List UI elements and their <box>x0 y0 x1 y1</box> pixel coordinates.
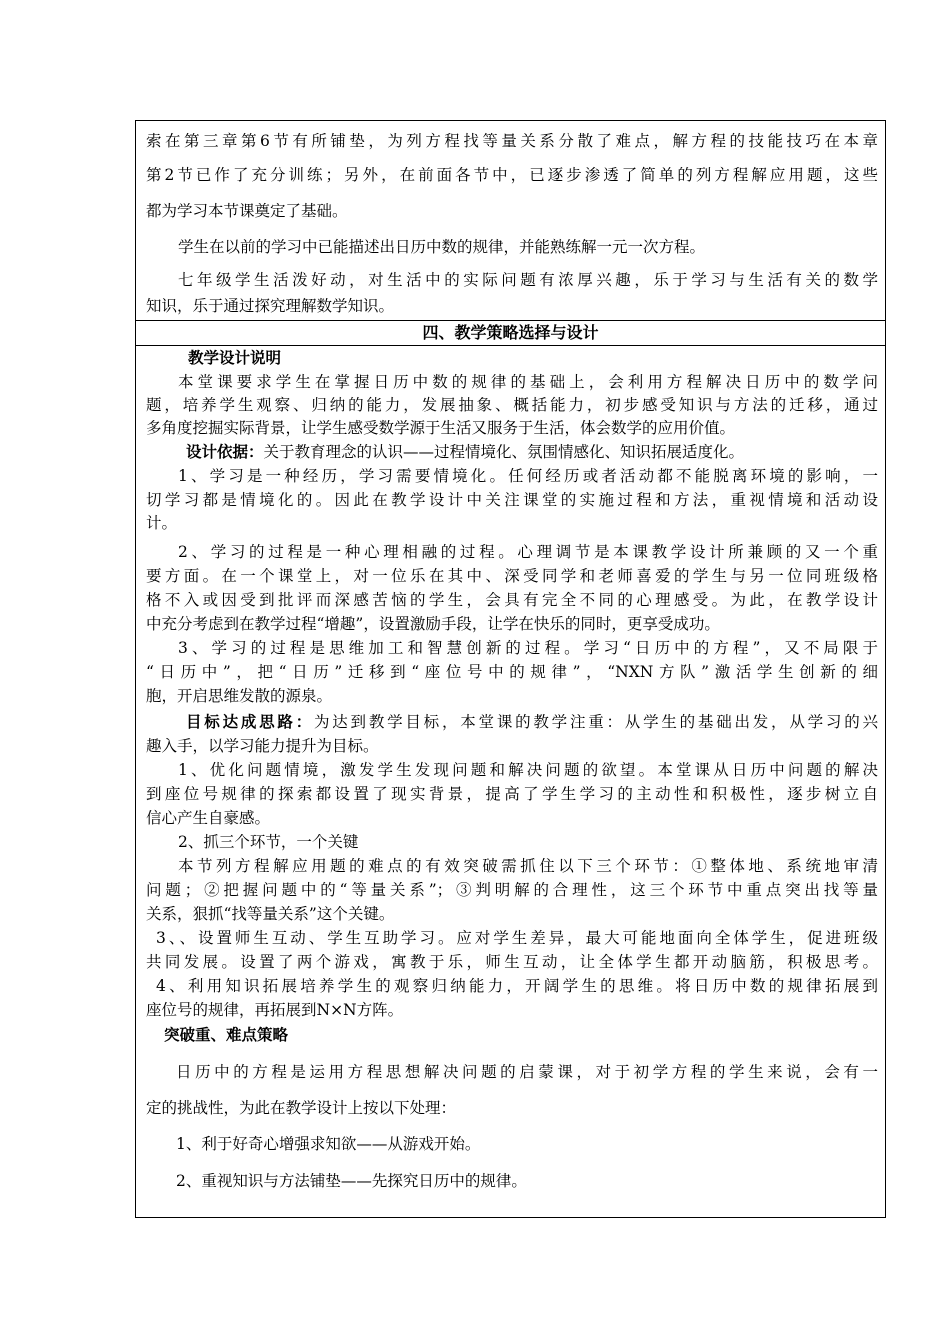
text-line: 信心产生自豪感。 <box>146 809 271 827</box>
text-line: 定的挑战性，为此在教学设计上按以下处理： <box>146 1099 457 1117</box>
text-line: 2、学习的过程是一种心理相融的过程。心理调节是本课教学设计所兼顾的又一个重 <box>178 543 878 561</box>
text-line: 七年级学生活泼好动，对生活中的实际问题有浓厚兴趣，乐于学习与生活有关的数学 <box>178 271 878 289</box>
document-table <box>135 120 886 1218</box>
text-line: 3、学习的过程是思维加工和智慧创新的过程。学习“日历中的方程”，又不局限于 <box>178 639 878 657</box>
text-line: 都为学习本节课奠定了基础。 <box>146 202 348 220</box>
text-line: “日历中”，把“日历”迁移到“座位号中的规律”，“NXN方队”激活学生创新的细 <box>146 663 878 681</box>
text-line: 计。 <box>146 514 178 532</box>
text-line <box>186 712 878 732</box>
text-line: 学生在以前的学习中已能描述出日历中数的规律，并能熟练解一元一次方程。 <box>178 238 706 256</box>
text-line: 本堂课要求学生在掌握日历中数的规律的基础上，会利用方程解决日历中的数学问 <box>178 373 878 391</box>
text-line: 1、学习是一种经历，学习需要情境化。任何经历或者活动都不能脱离环境的影响，一 <box>178 467 878 485</box>
text-line: 中充分考虑到在教学过程“增趣”，设置激励手段，让学在快乐的同时，更享受成功。 <box>146 615 720 633</box>
text-line: 日历中的方程是运用方程思想解决问题的启蒙课，对于初学方程的学生来说，会有一 <box>176 1063 878 1081</box>
text-line: 胞，开启思维发散的源泉。 <box>146 687 333 705</box>
text-line <box>186 442 918 462</box>
label-bold: 目标达成思路： <box>186 712 314 731</box>
text-span: 为达到教学目标，本堂课的教学注重：从学生的基础出发，从学习的兴 <box>313 713 878 731</box>
text-line: 共同发展。设置了两个游戏，寓教于乐，师生互动，让全体学生都开动脑筋，积极思考。 <box>146 953 878 971</box>
text-line: 知识，乐于通过探究理解数学知识。 <box>146 297 395 315</box>
text-line: 多角度挖掘实际背景，让学生感受数学源于生活又服务于生活，体会数学的应用价值。 <box>146 419 736 437</box>
text-line: 1、利于好奇心增强求知欲——从游戏开始。 <box>176 1135 481 1153</box>
text-line: 趣入手，以学习能力提升为目标。 <box>146 737 379 755</box>
section-header: 四、教学策略选择与设计 <box>136 320 885 346</box>
text-line: 4、利用知识拓展培养学生的观察归纳能力，开阔学生的思维。将日历中数的规律拓展到 <box>156 977 878 995</box>
text-line: 索在第三章第6节有所铺垫，为列方程找等量关系分散了难点，解方程的技能技巧在本章 <box>146 132 878 150</box>
text-line: 到座位号规律的探索都设置了现实背景，提高了学生学习的主动性和积极性，逐步树立自 <box>146 785 878 803</box>
text-line: 2、重视知识与方法铺垫——先探究日历中的规律。 <box>176 1172 527 1190</box>
text-line: 第2节已作了充分训练；另外，在前面各节中，已逐步渗透了简单的列方程解应用题，这些 <box>146 166 878 184</box>
label-bold: 设计依据： <box>186 442 264 461</box>
text-span: 关于教育理念的认识——过程情境化、氛围情感化、知识拓展适度化。 <box>263 443 745 461</box>
text-line: 题，培养学生观察、归纳的能力，发展抽象、概括能力，初步感受知识与方法的迁移，通过 <box>146 396 878 414</box>
text-line: 切学习都是情境化的。因此在教学设计中关注课堂的实施过程和方法，重视情境和活动设 <box>146 491 878 509</box>
text-line: 关系，狠抓“找等量关系”这个关键。 <box>146 905 395 923</box>
text-line: 座位号的规律，再拓展到N×N方阵。 <box>146 1001 404 1019</box>
subheading: 突破重、难点策略 <box>164 1025 289 1044</box>
text-line: 要方面。在一个课堂上，对一位乐在其中、深受同学和老师喜爱的学生与另一位同班级格 <box>146 567 878 585</box>
text-line: 3、、设置师生互动、学生互助学习。应对学生差异，最大可能地面向全体学生，促进班级 <box>156 929 878 947</box>
subheading: 教学设计说明 <box>188 348 282 367</box>
text-line: 本节列方程解应用题的难点的有效突破需抓住以下三个环节：①整体地、系统地审清 <box>178 857 878 875</box>
text-line: 问题；②把握问题中的“等量关系”；③判明解的合理性，这三个环节中重点突出找等量 <box>146 881 878 899</box>
text-line: 1、优化问题情境，激发学生发现问题和解决问题的欲望。本堂课从日历中问题的解决 <box>178 761 878 779</box>
text-line: 2、抓三个环节，一个关键 <box>178 833 359 851</box>
student-analysis-cell <box>136 121 885 320</box>
text-line: 格不入或因受到批评而深感苦恼的学生，会具有完全不同的心理感受。为此，在教学设计 <box>146 591 878 609</box>
